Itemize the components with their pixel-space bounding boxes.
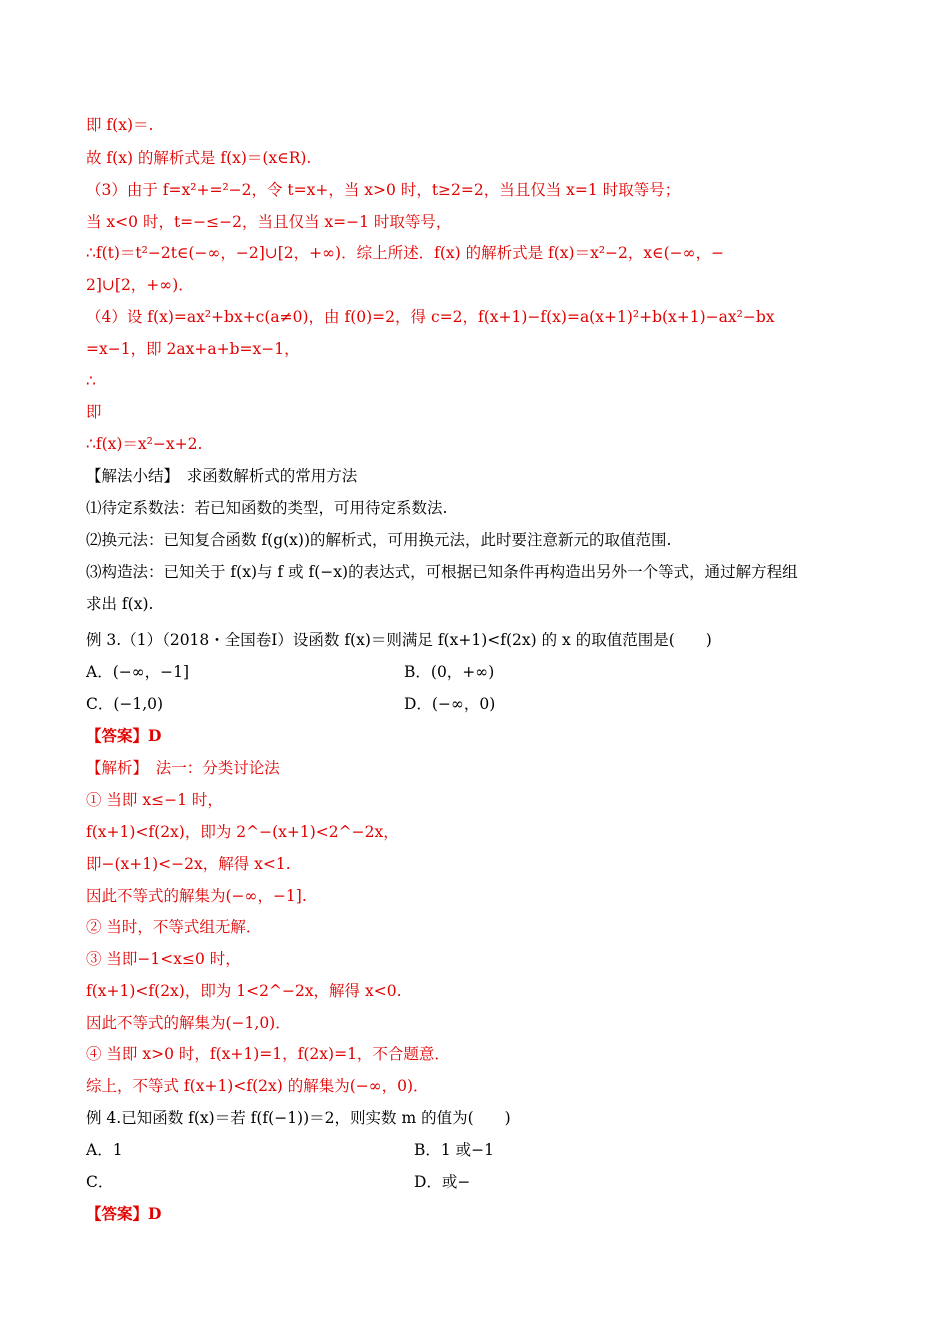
- example3-analysis-title: 【解析】 法一：分类讨论法: [86, 759, 280, 777]
- solution-line: =x−1，即 2ax+a+b=x−1，: [86, 340, 300, 358]
- solution-line: 当 x<0 时，t=−≤−2，当且仅当 x=−1 时取等号，: [86, 213, 452, 231]
- summary-method: 求出 f(x).: [86, 595, 154, 613]
- example3-question: 例 3.（1）（2018・全国卷Ⅰ）设函数 f(x)＝则满足 f(x+1)<f(2x) 的 x 的取值范围是( ): [86, 631, 712, 649]
- analysis-step: ② 当时，不等式组无解．: [86, 918, 262, 936]
- solution-line: 即: [86, 403, 102, 421]
- example4-option-a: A．1: [86, 1141, 123, 1159]
- solution-line: （4）设 f(x)=ax²+bx+c(a≠0)，由 f(0)=2，得 c=2，f(x+1)−f(x)=a(x+1)²+b(x+1)−ax²−bx: [86, 308, 775, 326]
- example3-answer: 【答案】D: [86, 726, 162, 745]
- solution-line: 即 f(x)＝.: [86, 116, 154, 134]
- example4-option-b: B．1 或−1: [414, 1141, 495, 1159]
- summary-method: ⑵换元法：已知复合函数 f(g(x))的解析式，可用换元法，此时要注意新元的取值范围.: [86, 531, 672, 549]
- analysis-step: ④ 当即 x>0 时，f(x+1)=1，f(2x)=1，不合题意．: [86, 1045, 450, 1063]
- analysis-step: f(x+1)<f(2x)，即为 2^−(x+1)<2^−2x，: [86, 823, 399, 841]
- solution-line: ∴: [86, 372, 96, 390]
- analysis-step: 因此不等式的解集为(−∞，−1].: [86, 887, 307, 905]
- solution-line: （3）由于 f=x²+=²−2，令 t=x+，当 x>0 时，t≥2=2，当且仅当 x=1 时取等号；: [86, 181, 681, 199]
- summary-method: ⑶构造法：已知关于 f(x)与 f 或 f(−x)的表达式，可根据已知条件再构造出另外一个等式，通过解方程组: [86, 563, 798, 581]
- analysis-conclusion: 综上，不等式 f(x+1)<f(2x) 的解集为(−∞，0)．: [86, 1077, 429, 1095]
- analysis-step: 因此不等式的解集为(−1,0)．: [86, 1014, 291, 1032]
- analysis-step: 即−(x+1)<−2x，解得 x<1.: [86, 855, 291, 873]
- example4-option-d: D．或−: [414, 1173, 471, 1191]
- solution-line: 2]∪[2，+∞)．: [86, 276, 194, 294]
- summary-title: 【解法小结】 求函数解析式的常用方法: [86, 467, 358, 485]
- solution-line: ∴f(x)＝x²−x+2.: [86, 435, 203, 453]
- example3-option-a: A．(−∞，−1]: [86, 663, 190, 681]
- analysis-step: f(x+1)<f(2x)，即为 1<2^−2x，解得 x<0.: [86, 982, 402, 1000]
- example3-option-c: C．(−1,0): [86, 695, 164, 713]
- example3-option-d: D．(−∞，0): [404, 695, 496, 713]
- example3-option-b: B．(0，+∞): [404, 663, 495, 681]
- solution-line: ∴f(t)＝t²−2t∈(−∞，−2]∪[2，+∞)．综上所述．f(x) 的解析式是 f(x)＝x²−2，x∈(−∞，−: [86, 244, 725, 262]
- solution-line: 故 f(x) 的解析式是 f(x)＝(x∈R).: [86, 149, 312, 167]
- summary-method: ⑴待定系数法：若已知函数的类型，可用待定系数法.: [86, 499, 448, 517]
- example4-question: 例 4.已知函数 f(x)＝若 f(f(−1))＝2，则实数 m 的值为( ): [86, 1109, 511, 1127]
- analysis-step: ① 当即 x≤−1 时，: [86, 791, 223, 809]
- analysis-step: ③ 当即−1<x≤0 时，: [86, 950, 241, 968]
- example4-answer: 【答案】D: [86, 1204, 162, 1223]
- example4-option-c: C．: [86, 1173, 114, 1191]
